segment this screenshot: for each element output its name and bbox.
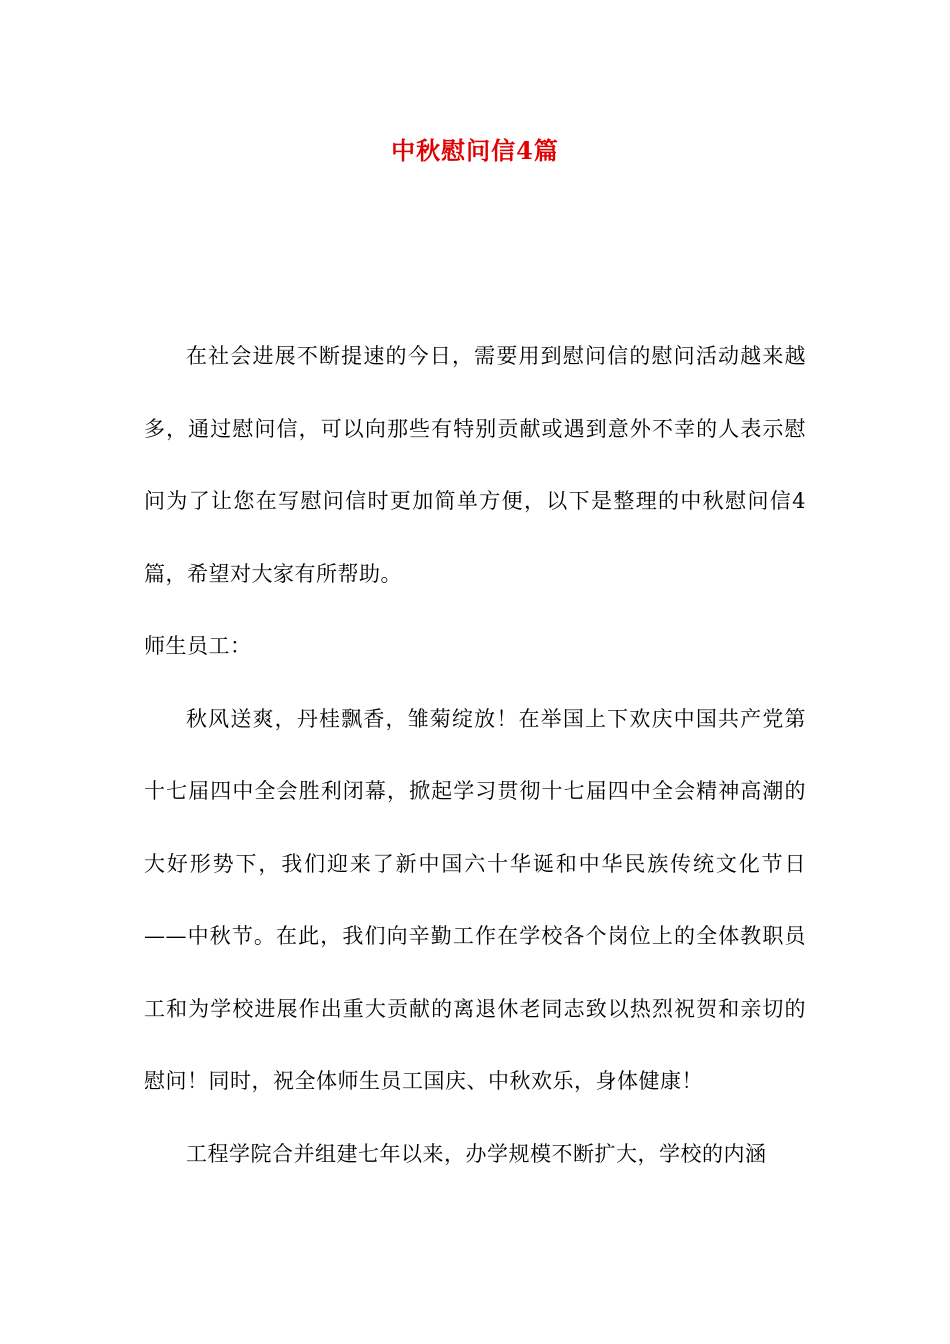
document-title: 中秋慰问信4篇 xyxy=(391,136,559,165)
college-paragraph: 工程学院合并组建七年以来，办学规模不断扩大，学校的内涵 xyxy=(186,1141,767,1166)
intro-paragraph: 在社会进展不断提速的今日，需要用到慰问信的慰问活动越来越多，通过慰问信，可以向那些有特别贡献或遇到意外不幸的人表示慰问为了让您在写慰问信时更加简单方便，以下是整理的中秋慰问信4篇，希望对大家有所帮助。 xyxy=(144,344,806,586)
salutation: 师生员工： xyxy=(144,634,252,658)
greeting-paragraph: 秋风送爽，丹桂飘香，雏菊绽放！在举国上下欢庆中国共产党第十七届四中全会胜利闭幕，掀起学习贯彻十七届四中全会精神高潮的大好形势下，我们迎来了新中国六十华诞和中华民族传统文化节日——中秋节。在此，我们向辛勤工作在学校各个岗位上的全体教职员工和为学校进展作出重大贡献的离退休老同志致以热烈祝贺和亲切的慰问！同时，祝全体师生员工国庆、中秋欢乐，身体健康！ xyxy=(144,706,806,1093)
document-body xyxy=(144,320,806,1190)
